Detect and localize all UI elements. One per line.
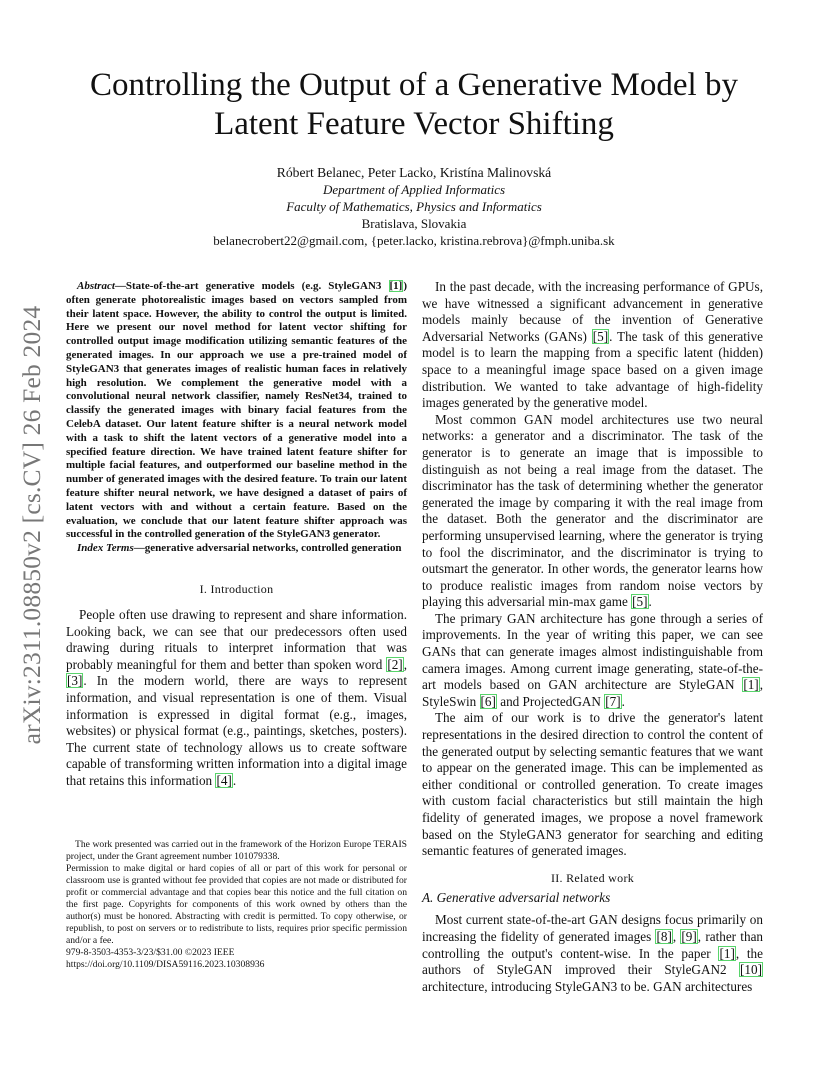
body-text: Most common GAN model architectures use two neural networks: a generator and a discriminator. The task of the generator is to generate an image that is impossible to distinguish as not being a real image from the dataset. The discriminator has the task of determining whether the generator generated the image by comparing it with the real image from the dataset. Both the generator and the discriminator are performing unsupervised learning, where the generator is trying to fool the discriminator, and the discriminator is trying to outsmart the generator. In other words, the generator learns how to produce realistic images from random noise vectors by playing this adversarial min-max game: [422, 411, 763, 610]
citation-link[interactable]: [1]: [389, 280, 403, 292]
abstract-label: Abstract: [77, 280, 115, 292]
body-text: Most current state-of-the-art GAN designs focus primarily on increasing the fidelity of generated images: [422, 912, 763, 944]
subsection-heading-gan: A. Generative adversarial networks: [422, 889, 611, 905]
index-terms-label: Index Terms: [77, 542, 134, 555]
abstract-text-body: ) often generate photorealistic images based on vectors sampled from their latent space. However, the ability to control the output is limited. Here we present our novel method for latent vector shifting for controlled output image modification utilizing semantic features of the generated images. In our approach we use a pre-trained model of StyleGAN3 that generates images of realistic human faces in relatively high resolution. We complement the generative model with a convolutional neural network classifier, namely ResNet34, trained to classify the generated images with binary facial features from the CelebA dataset. Our latent feature shifter is a neural network model with a task to shift the latent vectors of a generative model into a specified feature direction. We have trained latent feature shifter for multiple facial features, and outperformed our baseline method in the number of generated images with the desired feature. To train our latent feature shifter neural network, we have designed a dataset of pairs of latent vectors with and without a certain feature. Based on the evaluation, we conclude that our latent feature shifter approach was successful in the controlled generation of the StyleGAN3 generator.: [66, 280, 407, 541]
author-faculty: Faculty of Mathematics, Physics and Informatics: [286, 199, 542, 214]
body-text: In the past decade, with the increasing performance of GPUs, we have witnessed a significant advancement in generative models mainly because of the invention of Generative Adversarial Networks (GANs): [422, 279, 763, 344]
body-paragraph: [422, 412, 763, 611]
body-text: and ProjectedGAN: [496, 693, 605, 709]
author-emails: belanecrobert22@gmail.com, {peter.lacko, kristina.rebrova}@fmph.uniba.sk: [213, 233, 615, 248]
title-line-2: Latent Feature Vector Shifting: [214, 106, 614, 142]
left-column: [66, 280, 407, 789]
arxiv-sidebar: [17, 290, 47, 760]
body-text: , the authors of StyleGAN improved their StyleGAN2: [422, 945, 763, 978]
body-paragraph: [422, 912, 763, 995]
author-block: [60, 164, 768, 249]
footnote-permission: Permission to make digital or hard copies of all or part of this work for personal or classroom use is granted without fee provided that copies are not made or distributed for profit or commercial advantage and that copies bear this notice and the full citation on the first page. Copyrights for components of this work owned by others than the author(s) must be honored. Abstracting with credit is permitted. To copy otherwise, or republish, to post on servers or to redistribute to lists, requires prior specific permission and/or a fee.: [66, 863, 407, 946]
body-text: .: [621, 693, 625, 709]
title-line-1: Controlling the Output of a Generative Model by: [90, 67, 738, 103]
body-paragraph: [422, 279, 763, 412]
citation-link[interactable]: [3]: [67, 673, 83, 689]
footnote-funding: The work presented was carried out in the framework of the Horizon Europe TERAIS project, under the Grant agreement number 101079338.: [66, 839, 407, 862]
intro-text-2: . In the modern world, there are ways to represent information, and visual representation is one of them. Visual information is expressed in digital format (e.g., images, websites) or physical format (e.g., paintings, sketches, posters). The current state of technology allows us to create software capable of transforming written information into a digital image that retains this information: [66, 673, 407, 788]
body-paragraph: The aim of our work is to drive the generator's latent representations in the desired direction to control the content of the generated output by selecting semantic features that we want to appear on the generated image. This can be implemented as either conditional or controlled generation. To create images with custom facial characteristics but still maintain the high fidelity of generated images, we propose a novel framework based on the StyleGAN3 generator for searching and editing semantic features of generated images.: [422, 710, 763, 859]
citation-link[interactable]: [1]: [719, 945, 735, 961]
right-column: [422, 279, 763, 995]
body-text: .: [648, 594, 652, 610]
citation-link[interactable]: [1]: [743, 677, 759, 693]
citation-link[interactable]: [7]: [605, 693, 621, 709]
paper-title: [60, 66, 768, 144]
body-text: , rather than controlling the output's content-wise. In the paper: [422, 928, 764, 961]
author-department: Department of Applied Informatics: [322, 182, 506, 197]
body-text: architecture, introducing StyleGAN3 to be. GAN architectures: [422, 978, 753, 994]
author-names: Róbert Belanec, Peter Lacko, Kristína Malinovská: [276, 165, 552, 180]
footnote-doi[interactable]: https://doi.org/10.1109/DISA59116.2023.10308936: [66, 959, 265, 970]
abstract-paragraph: [66, 280, 407, 542]
index-terms: [66, 542, 407, 556]
abstract-text-start: —State-of-the-art generative models (e.g. StyleGAN3: [114, 280, 389, 292]
intro-paragraph: [66, 607, 407, 790]
author-location: Bratislava, Slovakia: [361, 216, 467, 231]
footnote-block: [66, 839, 407, 971]
footnote-isbn: 979-8-3503-4353-3/23/$31.00 ©2023 IEEE: [66, 947, 235, 958]
arxiv-identifier: arXiv:2311.08850v2 [cs.CV] 26 Feb 2024: [17, 305, 46, 745]
intro-text-1: People often use drawing to represent and share information. Looking back, we can see that our predecessors often used drawing during rituals to interpret information that was probably meaningful for them and better than spoken word: [66, 606, 407, 672]
citation-link[interactable]: [9]: [681, 928, 697, 944]
body-text: The primary GAN architecture has gone through a series of improvements. In the year of writing this paper, we can see GANs that can generate images almost indistinguishable from camera images. Among current image generating, state-of-the-art models based on GAN architecture are StyleGAN: [422, 610, 763, 693]
citation-link[interactable]: [8]: [656, 928, 672, 944]
citation-separator: ,: [672, 928, 681, 944]
citation-link[interactable]: [4]: [216, 772, 232, 788]
body-paragraph: [422, 611, 763, 711]
citation-link[interactable]: [2]: [387, 656, 403, 672]
citation-link[interactable]: [5]: [632, 594, 648, 610]
citation-link[interactable]: [5]: [592, 328, 609, 344]
intro-text-end: .: [232, 772, 237, 788]
citation-link[interactable]: [6]: [480, 693, 496, 709]
section-heading-introduction: I. Introduction: [199, 581, 274, 596]
index-terms-text: —generative adversarial networks, controlled generation: [133, 542, 402, 555]
citation-link[interactable]: [10]: [740, 962, 762, 978]
section-heading-related-work: II. Related work: [550, 870, 635, 885]
body-text: , StyleSwin: [422, 677, 763, 709]
body-text: . The task of this generative model is to learn the mapping from a specific latent (hidden) space to a meaningful image space based on a given image distribution. We wanted to take advantage of high-fidelity images generated by the generative model.: [422, 328, 763, 411]
citation-separator: ,: [403, 656, 407, 672]
